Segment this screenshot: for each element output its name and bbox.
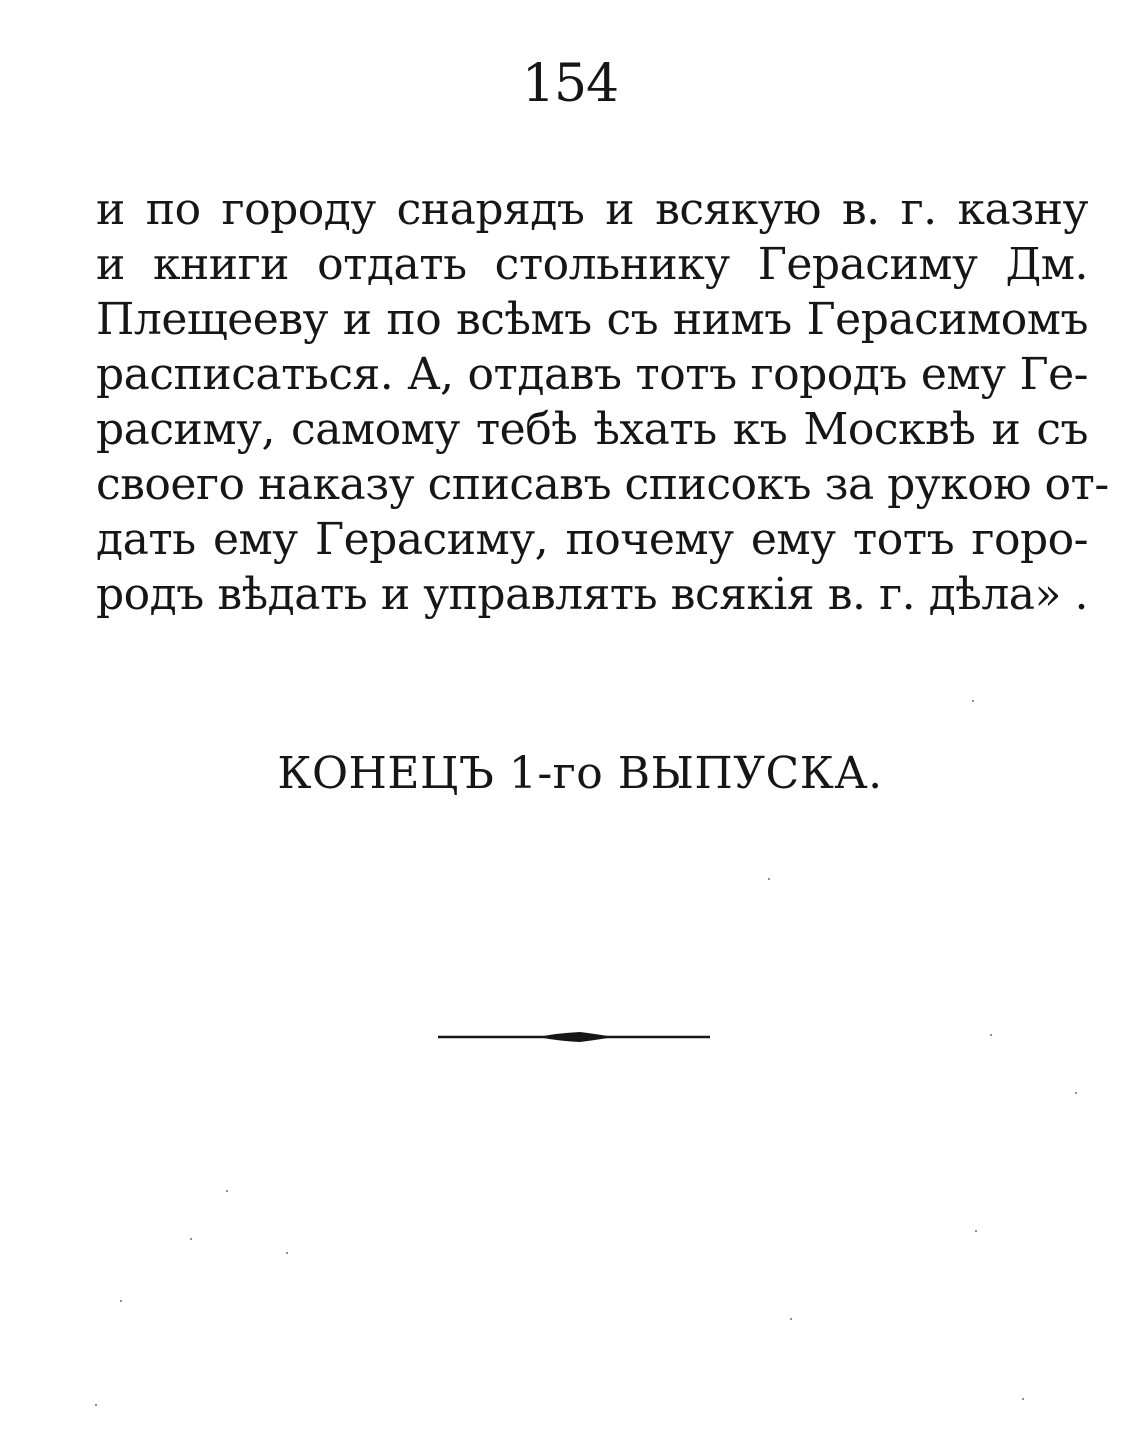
text-line: и книги отдать стольнику Герасиму Дм.	[96, 239, 1088, 290]
text-line: расписаться. А, отдавъ тотъ городъ ему Ге-	[96, 349, 1088, 400]
paper-speck	[768, 878, 770, 880]
page-number: 154	[521, 54, 619, 114]
tailpiece-ornament	[438, 1024, 710, 1050]
paper-speck	[790, 1318, 792, 1320]
text-line: своего наказу списавъ списокъ за рукою от-	[96, 459, 1109, 510]
body-text	[96, 182, 1109, 622]
end-of-issue-heading: КОНЕЦЪ 1-го ВЫПУСКА.	[277, 748, 883, 799]
paper-speck	[1075, 1092, 1077, 1094]
paper-speck	[990, 1034, 992, 1036]
paper-speck	[286, 1252, 288, 1254]
paper-speck	[1022, 1398, 1024, 1400]
paper-speck	[226, 1190, 228, 1192]
paper-speck	[120, 1300, 122, 1302]
paper-speck	[975, 1230, 977, 1232]
text-line: дать ему Герасиму, почему ему тотъ горо-	[96, 514, 1088, 565]
paper-speck	[190, 1238, 192, 1240]
text-line: и по городу снарядъ и всякую в. г. казну	[96, 184, 1088, 235]
paper-speck	[95, 1404, 97, 1406]
text-line: Плещееву и по всѣмъ съ нимъ Герасимомъ	[96, 294, 1088, 345]
paper-speck	[972, 700, 974, 702]
text-line: расиму, самому тебѣ ѣхать къ Москвѣ и съ	[96, 404, 1088, 455]
text-line: родъ вѣдать и управлять всякія в. г. дѣла» .	[96, 569, 1088, 620]
